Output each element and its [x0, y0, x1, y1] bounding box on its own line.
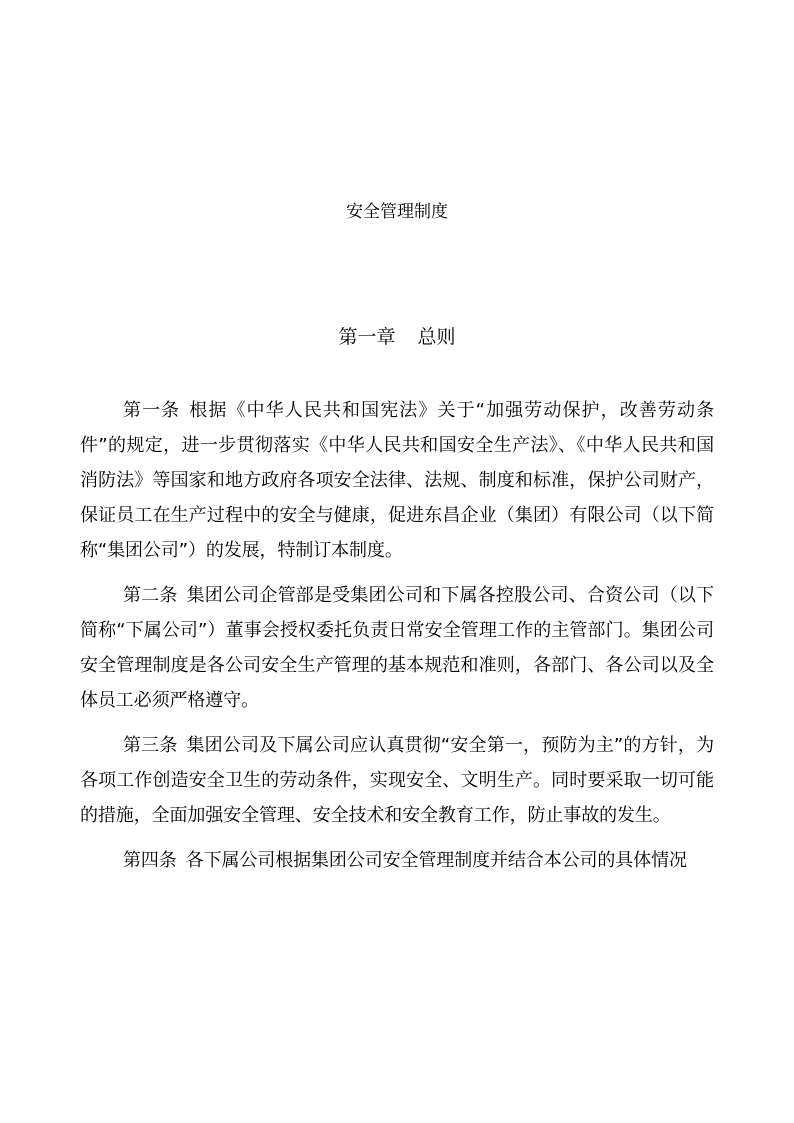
- article-text: 集团公司企管部是受集团公司和下属各控股公司、合资公司（以下简称“下属公司”）董事会授权委托负责日常安全管理工作的主管部门。集团公司安全管理制度是各公司安全生产管理的基本规范和准则，各部门、各公司以及全体员工必须严格遵守。: [80, 585, 714, 711]
- article-4: [80, 843, 714, 878]
- document-body: [80, 393, 714, 888]
- document-title: 安全管理制度: [346, 202, 448, 222]
- chapter-number: 第一章: [338, 326, 396, 348]
- article-number: 第二条: [123, 585, 178, 606]
- article-3: [80, 728, 714, 833]
- chapter-name: 总则: [417, 326, 456, 348]
- article-number: 第四条: [123, 850, 177, 871]
- article-number: 第一条: [123, 400, 181, 421]
- chapter-heading: [0, 324, 794, 350]
- article-1: [80, 393, 714, 568]
- article-2: [80, 578, 714, 718]
- article-text: 各下属公司根据集团公司安全管理制度并结合本公司的具体情况: [185, 850, 687, 871]
- article-number: 第三条: [123, 735, 178, 756]
- article-text: 集团公司及下属公司应认真贯彻“安全第一，预防为主”的方针，为各项工作创造安全卫生的劳动条件，实现安全、文明生产。同时要采取一切可能的措施，全面加强安全管理、安全技术和安全教育工作，防止事故的发生。: [80, 735, 714, 826]
- article-text: 根据《中华人民共和国宪法》关于“加强劳动保护，改善劳动条件”的规定，进一步贯彻落实《中华人民共和国安全生产法》、《中华人民共和国消防法》等国家和地方政府各项安全法律、法规、制度和标准，保护公司财产，保证员工在生产过程中的安全与健康，促进东昌企业（集团）有限公司（以下简称“集团公司”）的发展，特制订本制度。: [80, 400, 714, 561]
